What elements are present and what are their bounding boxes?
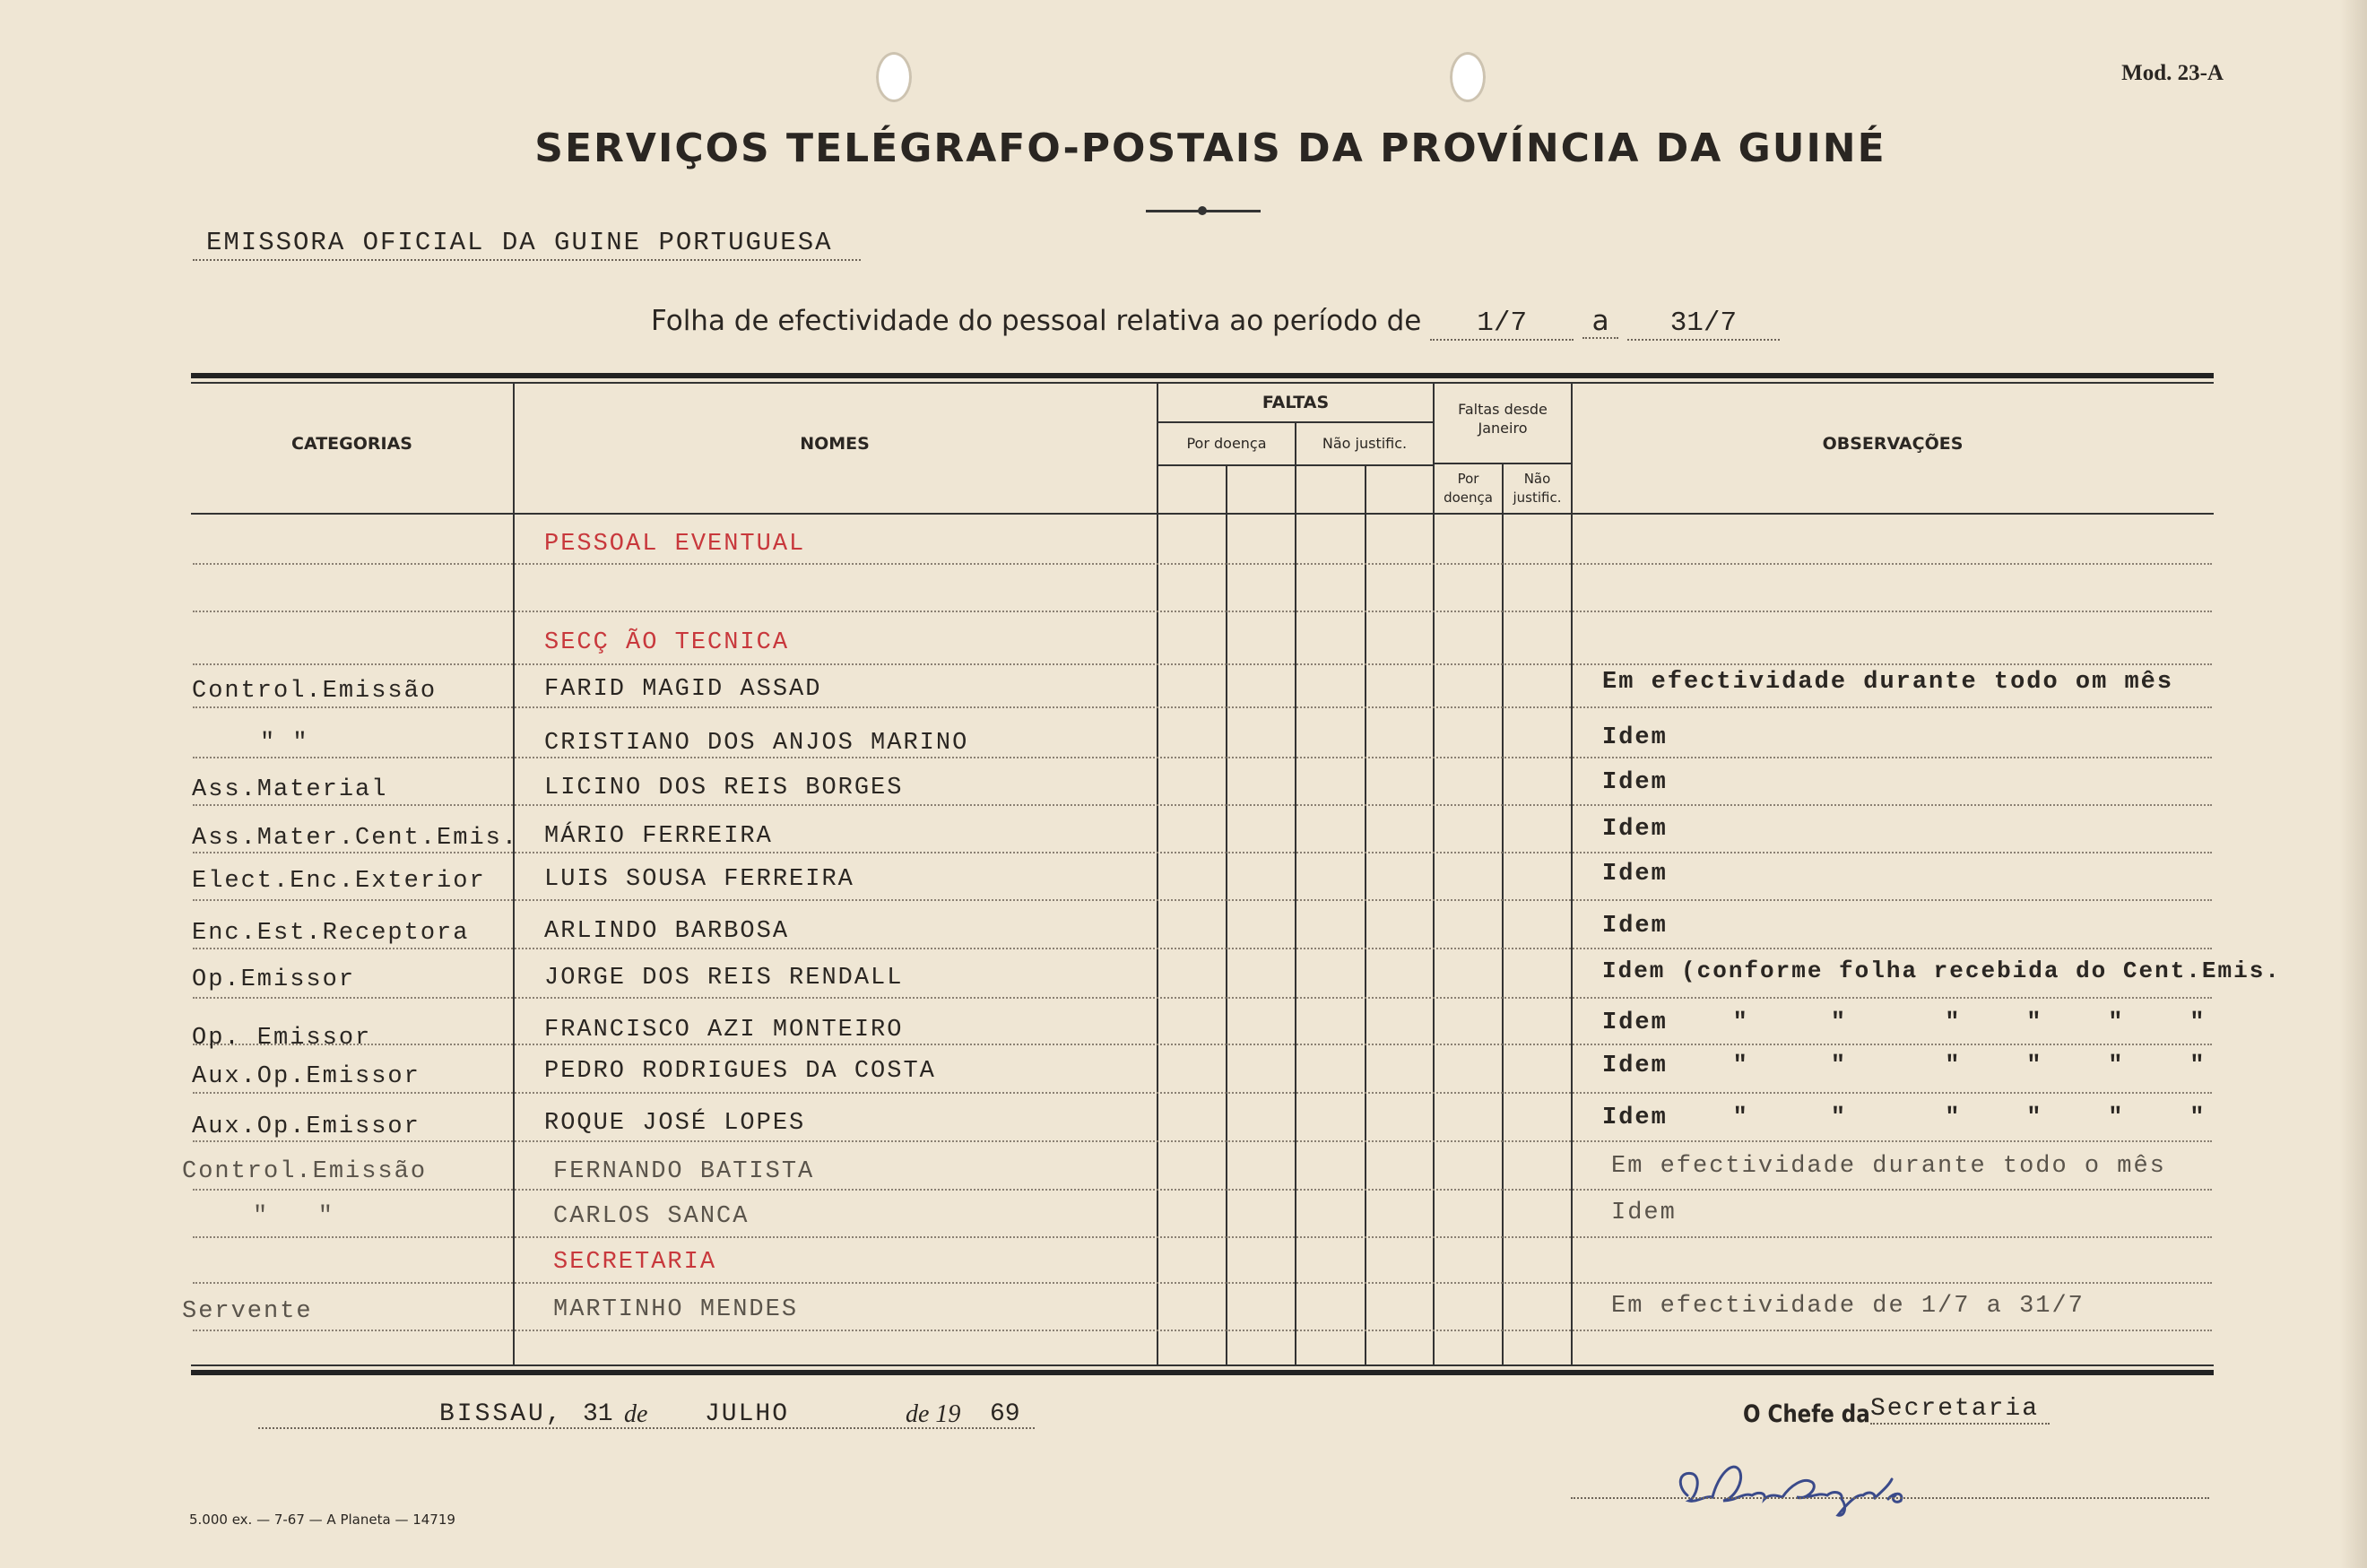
row-nome: FRANCISCO AZI MONTEIRO xyxy=(544,1017,904,1044)
table-bottom-rule xyxy=(191,1370,2214,1375)
row-observacao: Idem xyxy=(1602,861,1668,888)
row-categoria: Op. Emissor xyxy=(192,1025,372,1052)
row-categoria: Aux.Op.Emissor xyxy=(192,1063,421,1090)
date-place: BISSAU, xyxy=(439,1400,564,1428)
table-top-rule xyxy=(191,373,2214,378)
row-nome: ARLINDO BARBOSA xyxy=(544,918,790,945)
header-nomes: NOMES xyxy=(800,434,870,454)
row-rule xyxy=(193,1189,2212,1191)
form-code: Mod. 23-A xyxy=(2121,61,2224,85)
row-rule xyxy=(193,997,2212,999)
binder-hole-left xyxy=(876,52,912,102)
section-seccao-tecnica: SECÇ ÃO TECNICA xyxy=(544,629,790,656)
row-observacao: Idem " " " " " " xyxy=(1602,1009,2207,1036)
signature xyxy=(1669,1451,1956,1522)
col-divider-faltas-3 xyxy=(1365,466,1366,1364)
row-observacao: Em efectividade durante todo om mês xyxy=(1602,669,2174,696)
row-rule xyxy=(193,852,2212,853)
row-rule xyxy=(193,1282,2212,1284)
janeiro-sub-rule xyxy=(1433,463,1571,464)
row-observacao: Idem " " " " " " xyxy=(1602,1053,2207,1079)
row-categoria: Ass.Material xyxy=(192,776,388,803)
section-secretaria: SECRETARIA xyxy=(553,1249,717,1276)
row-observacao: Em efectividade durante todo o mês xyxy=(1611,1153,2166,1180)
col-divider-categorias xyxy=(513,384,515,1364)
row-observacao: Idem xyxy=(1602,769,1668,796)
row-rule xyxy=(193,1140,2212,1142)
row-categoria: " " xyxy=(260,730,309,757)
date-de-label: de xyxy=(624,1400,648,1428)
faltas-sub-rule-2 xyxy=(1157,464,1433,466)
row-nome: CRISTIANO DOS ANJOS MARINO xyxy=(544,730,969,757)
signature-line xyxy=(1571,1497,2209,1499)
row-nome: MÁRIO FERREIRA xyxy=(544,823,773,850)
row-categoria: " " xyxy=(253,1203,335,1230)
row-categoria: Elect.Enc.Exterior xyxy=(192,868,486,895)
row-rule xyxy=(193,706,2212,708)
row-rule xyxy=(193,1092,2212,1094)
row-categoria: Servente xyxy=(182,1298,313,1325)
table-bottom-rule-thin xyxy=(191,1364,2214,1366)
row-categoria: Aux.Op.Emissor xyxy=(192,1113,421,1140)
table-top-rule-thin xyxy=(191,382,2214,384)
row-observacao: Idem xyxy=(1602,816,1668,843)
date-day: 31 xyxy=(583,1400,613,1428)
row-observacao: Idem xyxy=(1611,1200,1677,1226)
row-rule xyxy=(193,1044,2212,1045)
header-bottom-rule xyxy=(191,513,2214,515)
row-observacao: Idem " " " " " " xyxy=(1602,1105,2207,1131)
chefe-label: O Chefe da xyxy=(1743,1400,1870,1428)
col-divider-obs xyxy=(1571,384,1573,1364)
col-divider-faltas-end xyxy=(1433,384,1435,1364)
row-observacao: Idem (conforme folha recebida do Cent.Emis. xyxy=(1602,957,2281,984)
header-observacoes: OBSERVAÇÕES xyxy=(1822,434,1964,454)
row-observacao: Idem xyxy=(1602,724,1668,751)
row-categoria: Control.Emissão xyxy=(182,1158,428,1185)
header-por-doenca: Por doença xyxy=(1186,435,1267,452)
period-to: 31/7 xyxy=(1627,308,1780,341)
row-nome: FERNANDO BATISTA xyxy=(553,1158,815,1185)
row-rule xyxy=(193,948,2212,949)
period-connector: a xyxy=(1582,305,1618,339)
col-divider-janeiro xyxy=(1502,464,1504,1364)
printer-imprint: 5.000 ex. — 7-67 — A Planeta — 14719 xyxy=(189,1512,455,1528)
row-nome: LICINO DOS REIS BORGES xyxy=(544,775,904,801)
row-rule xyxy=(193,663,2212,665)
section-pessoal-eventual: PESSOAL EVENTUAL xyxy=(544,531,806,558)
row-rule xyxy=(193,1330,2212,1331)
date-month: JULHO xyxy=(705,1400,790,1428)
row-rule xyxy=(193,1236,2212,1238)
row-rule xyxy=(193,804,2212,806)
header-categorias: CATEGORIAS xyxy=(291,434,412,454)
header-janeiro-nao-justific: Não justific. xyxy=(1513,471,1562,506)
row-rule xyxy=(193,757,2212,758)
row-categoria: Op.Emissor xyxy=(192,966,356,993)
row-observacao: Em efectividade de 1/7 a 31/7 xyxy=(1611,1293,2085,1320)
document-title: SERVIÇOS TELÉGRAFO-POSTAIS DA PROVÍNCIA DA GUINÉ xyxy=(534,126,1886,171)
row-rule xyxy=(193,899,2212,901)
row-nome: MARTINHO MENDES xyxy=(553,1296,799,1323)
period-line xyxy=(651,305,1780,341)
faltas-sub-rule xyxy=(1157,421,1433,423)
title-ornament xyxy=(1146,210,1261,212)
col-divider-faltas-1 xyxy=(1226,466,1227,1364)
date-year-prefix: de 19 xyxy=(906,1400,961,1428)
page-edge-shadow xyxy=(2340,0,2367,1568)
period-from: 1/7 xyxy=(1430,308,1574,341)
row-categoria: Enc.Est.Receptora xyxy=(192,920,470,947)
row-nome: LUIS SOUSA FERREIRA xyxy=(544,866,854,893)
date-year: 69 xyxy=(990,1400,1020,1428)
binder-hole-right xyxy=(1450,52,1486,102)
row-nome: CARLOS SANCA xyxy=(553,1203,750,1230)
row-categoria: Control.Emissão xyxy=(192,678,438,705)
row-nome: ROQUE JOSÉ LOPES xyxy=(544,1110,806,1137)
header-janeiro-por-doenca: Por doença xyxy=(1444,471,1493,506)
header-faltas: FALTAS xyxy=(1262,393,1330,412)
row-rule xyxy=(193,563,2212,565)
row-nome: JORGE DOS REIS RENDALL xyxy=(544,965,904,992)
station-name: EMISSORA OFICIAL DA GUINE PORTUGUESA xyxy=(193,228,861,261)
chefe-department: Secretaria xyxy=(1870,1395,2050,1425)
row-rule xyxy=(193,611,2212,612)
header-faltas-desde-janeiro: Faltas desde Janeiro xyxy=(1458,401,1548,437)
row-nome: PEDRO RODRIGUES DA COSTA xyxy=(544,1058,936,1085)
row-observacao: Idem xyxy=(1602,913,1668,940)
header-nao-justific: Não justific. xyxy=(1322,435,1408,452)
period-label: Folha de efectividade do pessoal relativa ao período de xyxy=(651,305,1422,337)
row-nome: FARID MAGID ASSAD xyxy=(544,676,822,703)
col-divider-nomes xyxy=(1157,384,1158,1364)
row-categoria: Ass.Mater.Cent.Emis. xyxy=(192,825,519,852)
